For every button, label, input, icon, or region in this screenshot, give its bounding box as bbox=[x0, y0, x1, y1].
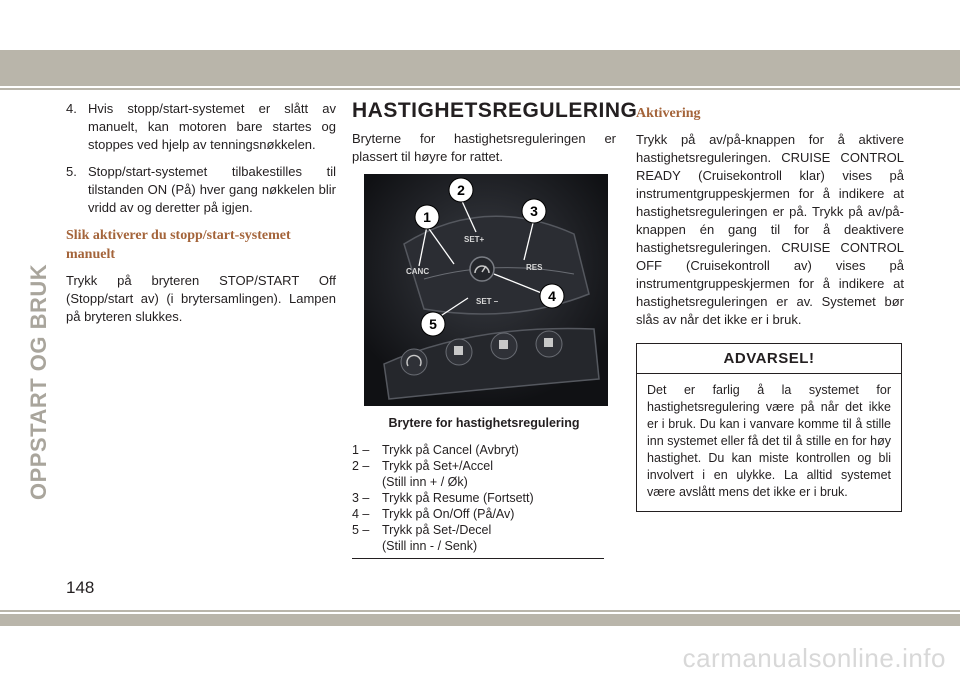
legend-item bbox=[352, 458, 616, 474]
page-number: 148 bbox=[66, 578, 95, 597]
list-item bbox=[66, 163, 336, 217]
list-number: 5. bbox=[66, 164, 77, 179]
canc-label: CANC bbox=[406, 267, 430, 276]
legend-text: Trykk på Resume (Fortsett) bbox=[382, 491, 534, 505]
steering-switch-photo bbox=[364, 174, 608, 406]
header-band bbox=[0, 50, 960, 86]
warning-text: Det er farlig å la systemet for hastighetsregulering være på når det ikke er i bruk. Du kan i vanvare komme til å stille inn systemet eller få det til å stille en for høy hastighet. Du kan miste kontrollen og bli involvert i en ulykke. La alltid systemet være avslått mens det ikke er i bruk. bbox=[647, 383, 891, 499]
legend-subtext: (Still inn - / Senk) bbox=[382, 539, 478, 553]
legend-item bbox=[352, 442, 616, 458]
list-number: 4. bbox=[66, 101, 77, 116]
column-2 bbox=[352, 99, 638, 559]
legend-item bbox=[352, 506, 616, 522]
legend-text: Trykk på Set+/Accel bbox=[382, 459, 494, 473]
figure-caption: Brytere for hastighetsregulering bbox=[388, 416, 580, 430]
list-text: Stopp/start-systemet tilbakestilles til tilstanden ON (På) hver gang nøkkelen blir vridd av og deretter på igjen. bbox=[88, 164, 336, 215]
activation-paragraph: Trykk på av/på-knappen for å aktivere hastighetsreguleringen. CRUISE CONTROL READY (Cruisekontroll klar) vises på instrumentgruppeskjermen for å indikere at hastighetsreguleringen er på. Trykk på av/på-knappen én gang til for å deaktivere hastighetsreguleringen. CRUISE CONTROL OFF (Cruisekontroll av) vises på instrumentgruppeskjermen for å indikere at hastighetsreguleringen er av. Systemet bør slås av når det ikke er i bruk. bbox=[636, 132, 904, 327]
legend-number: 2 – bbox=[352, 459, 370, 473]
figure-legend bbox=[352, 442, 616, 554]
footer-rule bbox=[0, 610, 960, 612]
warning-title: ADVARSEL! bbox=[637, 344, 901, 374]
column-3 bbox=[636, 100, 904, 512]
legend-text: Trykk på Cancel (Avbryt) bbox=[382, 443, 519, 457]
paragraph-manual-stop-start: Trykk på bryteren STOP/START Off (Stopp/start av) (i brytersamlingen). Lampen på bryteren slukkes. bbox=[66, 273, 336, 324]
legend-number: 4 – bbox=[352, 507, 370, 521]
section-heading: HASTIGHETSREGULERING bbox=[352, 99, 638, 122]
intro-paragraph: Bryterne for hastighetsreguleringen er plassert til høyre for rattet. bbox=[352, 131, 616, 164]
site-watermark: carmanualsonline.info bbox=[682, 643, 946, 673]
set-plus-label: SET+ bbox=[464, 235, 485, 244]
callout-5: 5 bbox=[429, 316, 437, 332]
figure-divider bbox=[352, 558, 604, 559]
list-item bbox=[66, 100, 336, 154]
subheading-manual-stop-start: Slik aktiverer du stopp/start-systemet manuelt bbox=[66, 228, 291, 262]
section-side-tab: OPPSTART OG BRUK bbox=[26, 263, 51, 500]
legend-text: Trykk på On/Off (På/Av) bbox=[382, 507, 515, 521]
callout-4: 4 bbox=[548, 288, 556, 304]
callout-3: 3 bbox=[530, 203, 538, 219]
legend-text: Trykk på Set-/Decel bbox=[382, 523, 492, 537]
subheading-activation: Aktivering bbox=[636, 106, 701, 121]
set-minus-label: SET – bbox=[476, 297, 499, 306]
legend-number: 3 – bbox=[352, 491, 370, 505]
legend-number: 5 – bbox=[352, 523, 370, 537]
res-label: RES bbox=[526, 263, 543, 272]
callout-1: 1 bbox=[423, 209, 431, 225]
header-rule bbox=[0, 88, 960, 90]
callout-2: 2 bbox=[457, 182, 465, 198]
legend-item bbox=[352, 490, 616, 506]
footer-band bbox=[0, 614, 960, 626]
legend-subtext: (Still inn + / Øk) bbox=[382, 475, 468, 489]
column-1 bbox=[66, 100, 336, 334]
steering-switch-illustration bbox=[364, 174, 608, 406]
legend-number: 1 – bbox=[352, 443, 370, 457]
legend-item bbox=[352, 522, 616, 538]
list-text: Hvis stopp/start-systemet er slått av manuelt, kan motoren bare startes og stoppes ved hjelp av tenningsnøkkelen. bbox=[88, 101, 336, 152]
warning-box bbox=[636, 343, 902, 512]
